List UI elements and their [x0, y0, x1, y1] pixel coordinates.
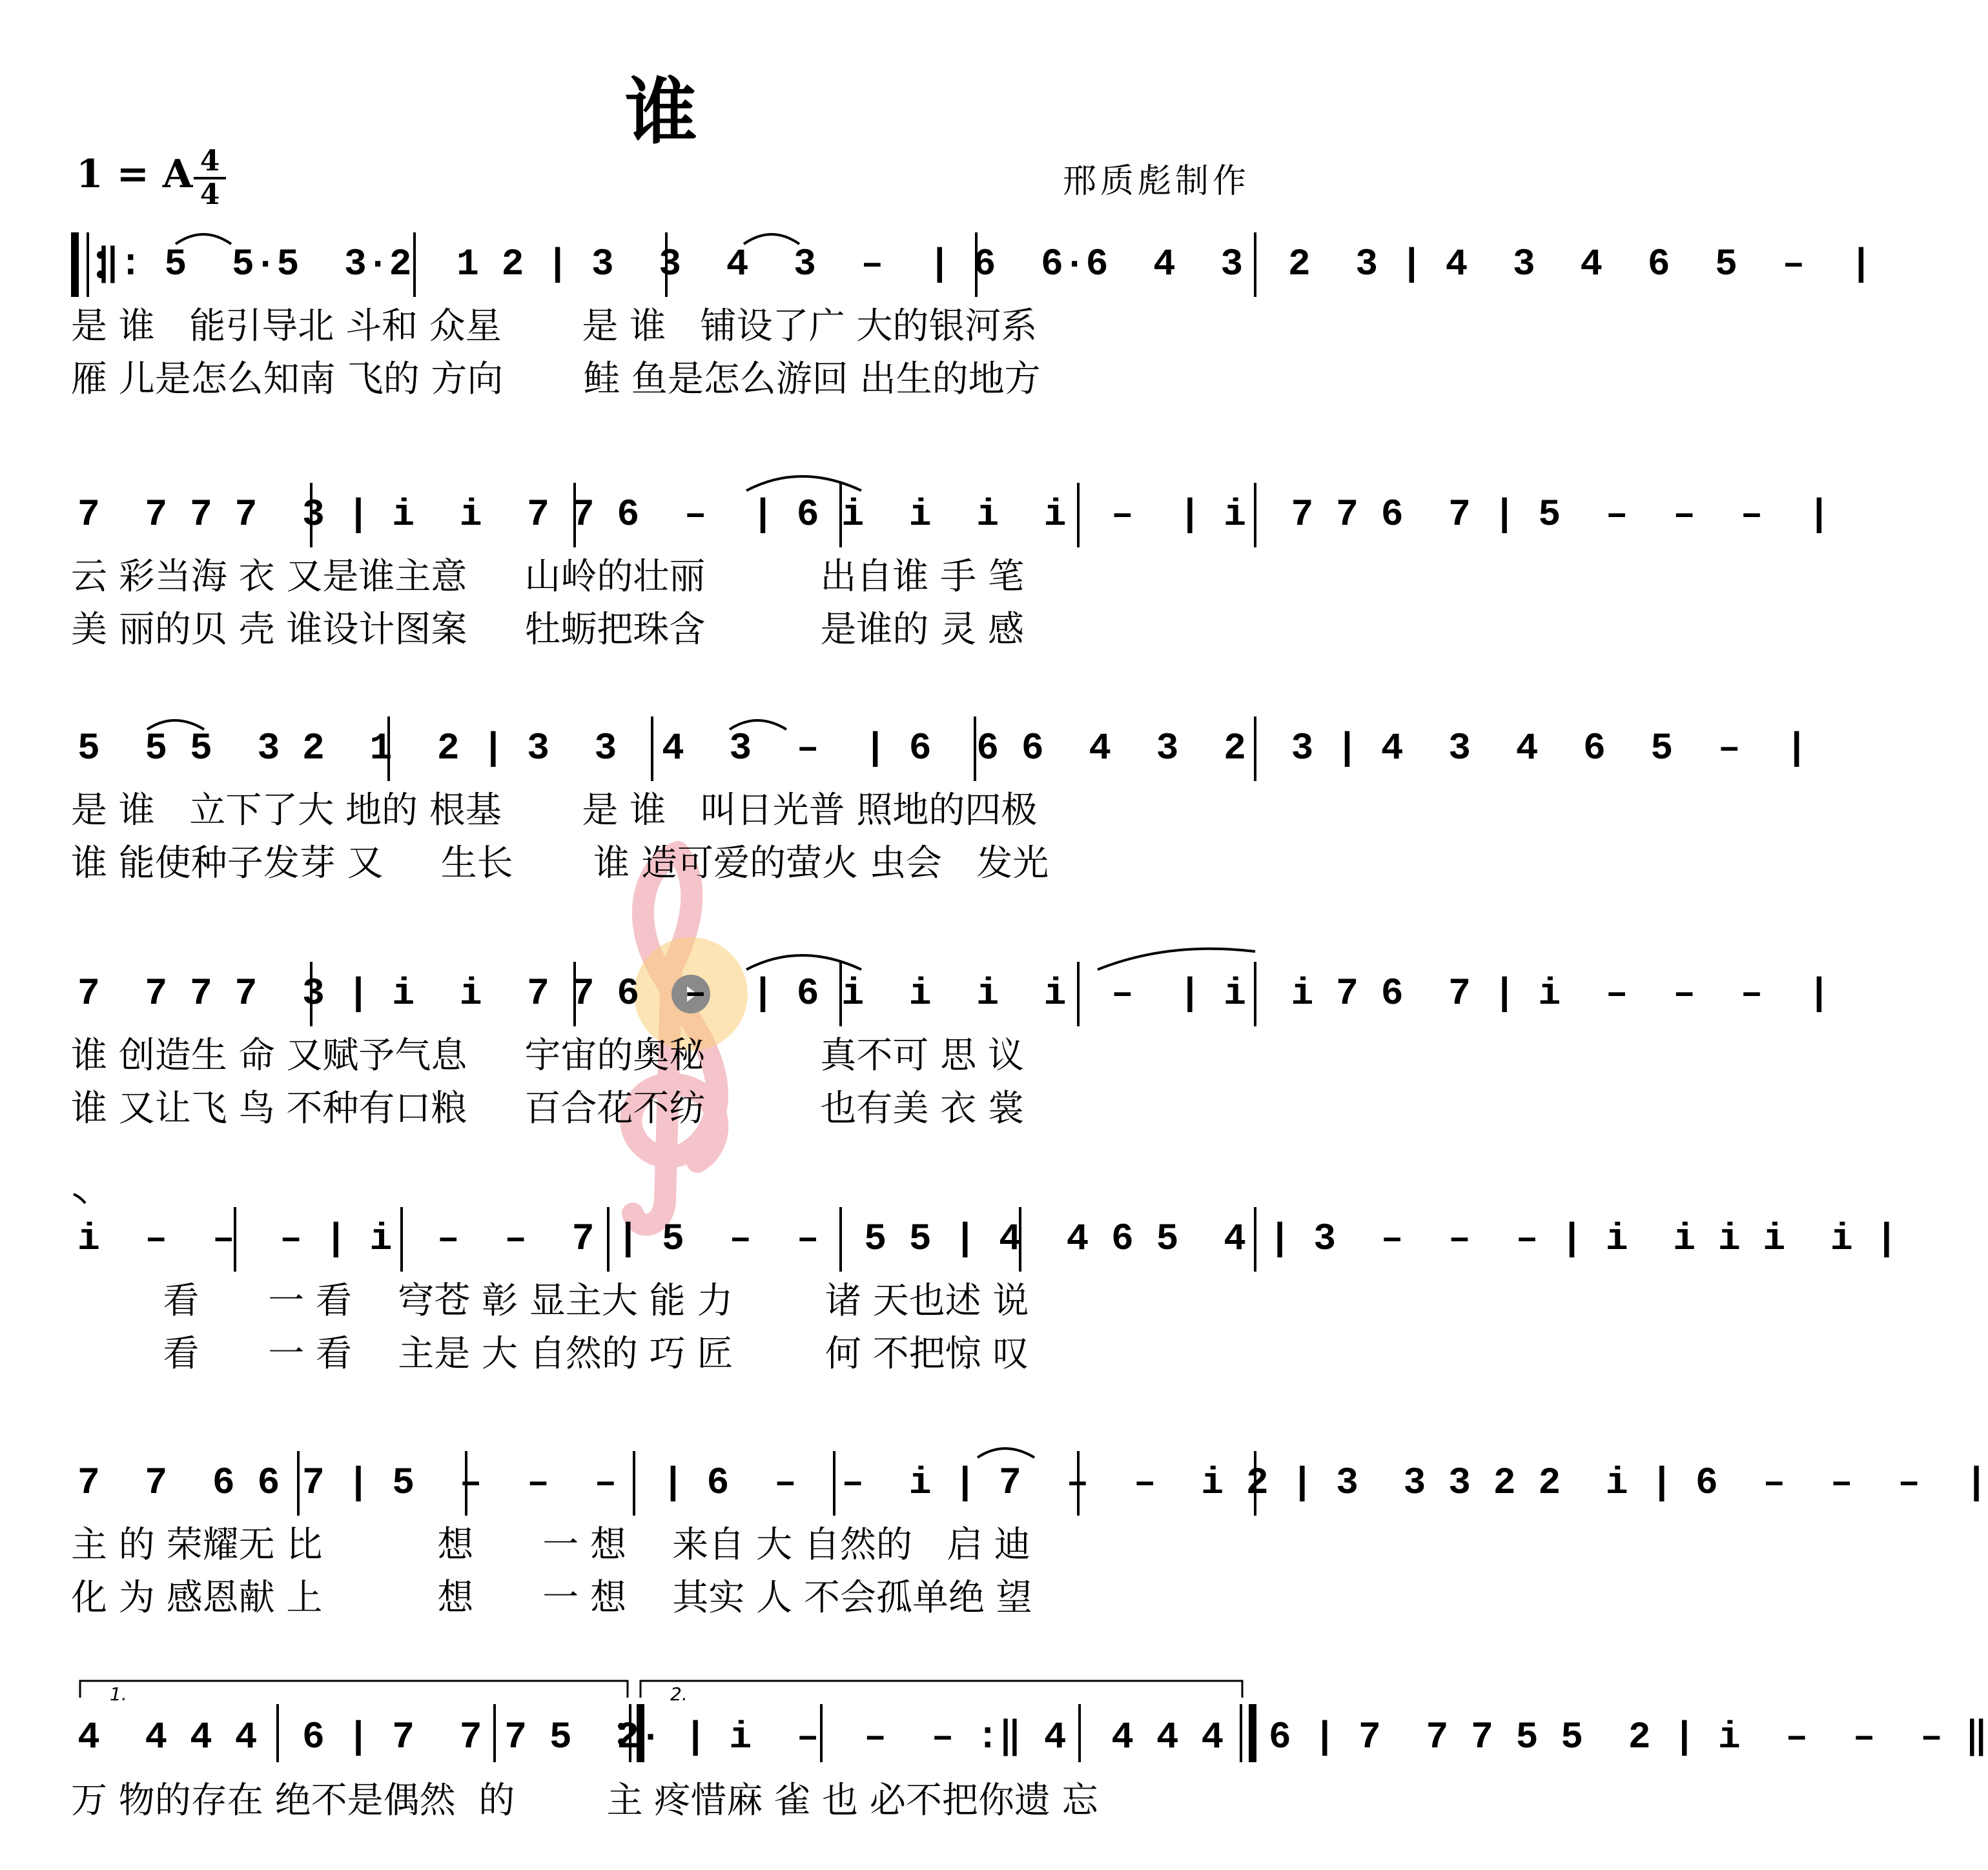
notation-text-6: 7 7 6 6 7 | 5 – – – | 6 – – i | 7 – – i 2 | 3 3 3 2 2 i | 6 – – – |	[77, 1463, 1988, 1505]
lyric-line-4a: 谁 创造生 命 又赋予气息 宇宙的奥秘 真不可 思 议	[71, 1035, 1025, 1077]
lyric-line-7a: 万 物的存在 绝不是偶然 的 主 疼惜麻 雀 也 必不把你遗 忘	[71, 1780, 1098, 1822]
lyric-line-4b: 谁 又让飞 鸟 不种有口粮 百合花不纺 也有美 衣 裳	[71, 1088, 1025, 1130]
lyric-line-2b: 美 丽的贝 壳 谁设计图案 牡蛎把珠含 是谁的 灵 感	[71, 609, 1025, 651]
author-credit: 邢质彪制作	[1062, 162, 1250, 201]
lyric-line-1b: 雁 儿是怎么知南 飞的 方向 鲑 鱼是怎么游回 出生的地方	[71, 358, 1041, 400]
lyric-line-5b: 看 一 看 主是 大 自然的 巧 匠 何 不把惊 叹	[71, 1333, 1029, 1375]
notation-text-3: 5 5 5 3 2 1 2 | 3 3 4 3 – | 6 6 6 4 3 2 3 | 4 3 4 6 5 – |	[77, 728, 1809, 770]
notation-text-2: 7 7 7 7 3 | i i 7 7 6 – | 6 i i i i – | i 7 7 6 7 | 5 – – – |	[77, 494, 1830, 536]
song-title: 谁	[625, 70, 697, 154]
notation-text-4: 7 7 7 7 3 | i i 7 7 6 – | 6 i i i i – | i i 7 6 7 | i – – – |	[77, 973, 1830, 1015]
time-signature-bottom: 4	[200, 178, 220, 211]
lyric-line-2a: 云 彩当海 衣 又是谁主意 山岭的壮丽 出自谁 手 笔	[71, 556, 1025, 598]
volta-1-label: 1.	[110, 1683, 127, 1705]
lyric-line-6b: 化 为 感恩献 上 想 一 想 其实 人 不会孤单绝 望	[71, 1577, 1032, 1619]
time-signature	[194, 147, 226, 209]
notation-text-5: i – – – | i – – 7 | 5 – – 5 5 | 4 4 6 5 4 | 3 – – – | i i i i i |	[77, 1219, 1898, 1261]
lyric-line-5a: 看 一 看 穹苍 彰 显主大 能 力 诸 天也述 说	[71, 1280, 1029, 1322]
notation-text-1: ‖: 5 5·5 3·2 1 2 | 3 3 4 3 – | 6 6·6 4 3 2 3 | 4 3 4 6 5 – |	[97, 244, 1872, 286]
volta-2-label: 2.	[670, 1683, 688, 1705]
key-signature: 1 = A	[76, 152, 193, 197]
lyric-line-3b: 谁 能使种子发芽 又 生长 谁 造可爱的萤火 虫会 发光	[71, 842, 1049, 884]
time-signature-top: 4	[200, 145, 220, 178]
lyric-line-1a: 是 谁 能引导北 斗和 众星 是 谁 铺设了广 大的银河系	[71, 305, 1038, 347]
lyric-line-6a: 主 的 荣耀无 比 想 一 想 来自 大 自然的 启 迪	[71, 1524, 1031, 1566]
notation-text-7: 4 4 4 4 6 | 7 7 7 5 2· | i – – – :‖ 4 4 4 4 6 | 7 7 7 5 5 2 | i – – – ‖	[77, 1717, 1988, 1759]
lyric-line-3a: 是 谁 立下了大 地的 根基 是 谁 叫日光普 照地的四极	[71, 789, 1038, 831]
